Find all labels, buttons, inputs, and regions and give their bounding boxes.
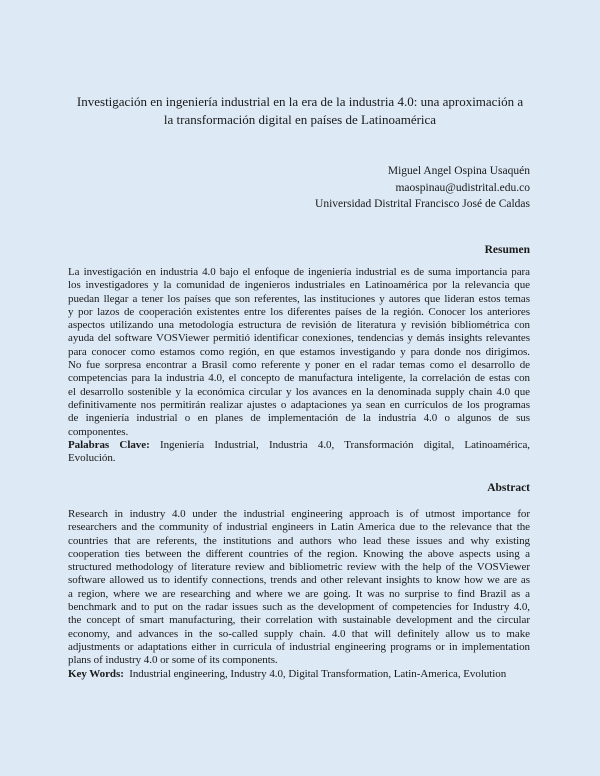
paragraph-line: aspectos utilizando una metodología estructura de revisión de literatura y revisión bibliométrica con (68, 319, 530, 332)
paragraph-line: de ingeniería industrial o en planes de implementación de la industria 4.0 o algunos de sus (68, 412, 530, 425)
paragraph-line: ayuda del software VOSViewer permitió identificar conexiones, tendencias y demás insights relevantes (68, 332, 530, 345)
author-name: Miguel Angel Ospina Usaquén (387, 165, 530, 177)
paragraph-line: el desarrollo sostenible y la económica circular y los avances en la denominada supply chain 4.0 que (68, 385, 530, 398)
author-block (315, 163, 530, 213)
paragraph-line: countries that are referents, the institutions and authors who lead these issues and why existing (68, 534, 530, 547)
keywords-line (68, 452, 530, 465)
paragraph-line: benchmark and to put on the radar issues such as the development of competencies for Industry 4.0, (68, 601, 530, 614)
paragraph-line: the concept of smart manufacturing, their correlation with sustainable development and the circular (68, 614, 530, 627)
paragraph-line: researchers and the community of industrial engineers in Latin America due to the relevance that the (68, 521, 530, 534)
paragraph-line: los investigadores y la comunidad de ingenieros industriales en Latinoamérica por la relevancia que (68, 279, 530, 292)
paragraph-line: adjustments or adaptations either in curricula of industrial engineering programs or in implementation (68, 640, 530, 653)
keywords-text: Industrial engineering, Industry 4.0, Digital Transformation, Latin-America, Evolution (123, 667, 507, 680)
paragraph-line: puedan llegar a tener los países que son referentes, las instituciones y autores que lideran estos temas (68, 292, 530, 305)
resumen-paragraph (68, 266, 530, 465)
paragraph-line: software allowed us to identify connections, trends and other relevant insights to know how we are as (68, 574, 530, 587)
paragraph-line: No fue sorpresa encontrar a Brasil como referente y poner en el radar temas como el desarrollo de (68, 359, 530, 372)
keywords-label: Key Words: (68, 667, 124, 680)
paragraph-line: a region, where we are researching and where we are going. It was no surprise to find Brazil as a (68, 587, 530, 600)
paragraph-line: competencias para la industria 4.0, el concepto de manufactura inteligente, la correlación de estas con (68, 372, 530, 385)
keywords-text: Ingeniería Industrial, Industria 4.0, Transformación digital, Latinoamérica, (149, 438, 530, 451)
paper-title (40, 93, 560, 129)
paragraph-line: para conocer como estamos como región, en que estamos investigando y para donde nos dirigimos. (68, 345, 530, 358)
paragraph-line: cooperation ties between the different countries of the region. Knowing the above aspects using a (68, 547, 530, 560)
paragraph-line: La investigación en industria 4.0 bajo el enfoque de ingeniería industrial es de suma importancia para (68, 266, 530, 278)
paragraph-line: definitivamente nos permitirán realizar ajustes o adaptaciones ya sean en currículos de los programas (68, 398, 530, 411)
paragraph-line: y por lazos de cooperación existentes entre los diferentes países de la región. Conocer los anteriores (68, 305, 530, 318)
paragraph-line: plans of industry 4.0 or some of its components. (68, 654, 278, 667)
paragraph-line: Research in industry 4.0 under the industrial engineering approach is of utmost importance for (68, 508, 530, 520)
paragraph-line: structured methodology of literature review and bibliometric review with the help of the VOSViewer (68, 561, 530, 574)
keywords-text: Evolución. (68, 452, 116, 465)
keywords-line (68, 439, 530, 452)
abstract-paragraph (68, 508, 530, 681)
keywords-label: Palabras Clave: (68, 438, 150, 451)
paragraph-line: economy, and advances in the so-called supply chain. 4.0 that will definitely allow us to make (68, 627, 530, 640)
title-line: Investigación en ingeniería industrial en la era de la industria 4.0: una aproximación a (76, 94, 524, 109)
author-email: maospinau@udistrital.edu.co (395, 181, 530, 194)
author-affiliation: Universidad Distrital Francisco José de Caldas (315, 198, 530, 210)
abstract-heading: Abstract (487, 482, 530, 494)
resumen-heading: Resumen (484, 244, 530, 256)
keywords-line (68, 668, 530, 681)
title-line: la transformación digital en países de Latinoamérica (163, 112, 437, 127)
paragraph-line: componentes. (68, 425, 129, 438)
